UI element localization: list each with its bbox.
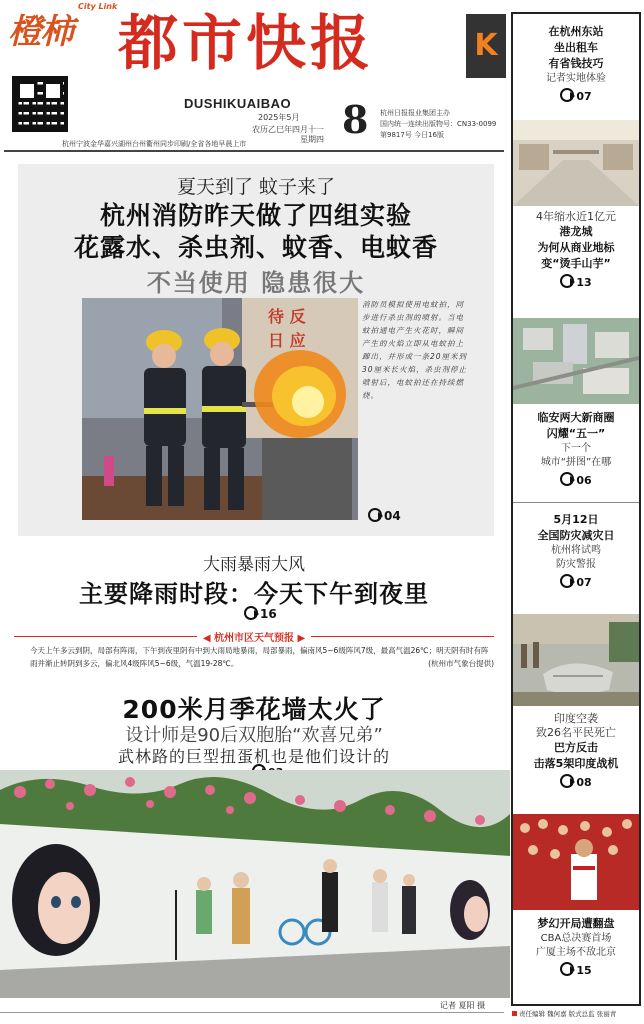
index-item-title: 巴方反击 — [554, 741, 598, 754]
edition-number: 8 — [342, 97, 369, 142]
index-item-title: 临安两大新商圈 — [537, 411, 615, 424]
arrow-circle-icon — [560, 574, 574, 588]
flower-wall-illustration — [0, 770, 510, 998]
aerial-city-photo — [513, 318, 639, 404]
index-page-ref[interactable] — [511, 574, 641, 589]
index-item-sub: CBA总决赛首场 广厦主场不敌北京 — [536, 933, 616, 958]
index-item-title: 击落5架印度战机 — [533, 757, 619, 770]
editor-credit-text: 责任编辑 魏何嘉 版式总监 张丽青 — [519, 1010, 617, 1018]
lead-photo-caption: 消防员模拟使用电蚊拍，同步进行杀虫剂的喷射。当电蚊拍通电产生火花时，瞬间产生的火焰立即从电蚊拍上蹿出，并形成一条20厘米到30厘米长火焰，杀虫剂停止喷射后，电蚊拍还在持续燃烧。 — [362, 300, 468, 400]
index-page-ref[interactable] — [511, 274, 641, 289]
index-item-title: 梦幻开局遭翻盘 — [537, 917, 615, 930]
index-page-number: 07 — [576, 90, 592, 103]
brand-k-icon — [466, 14, 506, 78]
wreckage-photo-illustration — [513, 614, 639, 706]
index-page-ref[interactable] — [511, 88, 641, 103]
index-item-sub: 下一个 城市“拼图”在哪 — [540, 443, 612, 468]
lead-headline[interactable] — [18, 200, 494, 264]
arrow-circle-icon — [560, 274, 574, 288]
index-item-sub: 杭州将试鸣 防灾警报 — [551, 545, 601, 570]
index-item-pre: 4年缩水近1亿元 — [536, 210, 616, 223]
index-item-east-station[interactable] — [511, 24, 641, 103]
weather-forecast-text — [30, 644, 494, 670]
lunar-date: 农历乙巳年四月十一 — [252, 125, 324, 134]
masthead-title: 都市快报 — [118, 9, 374, 79]
aerial-photo-illustration — [513, 318, 639, 404]
flower-wall-photo[interactable] — [0, 770, 510, 998]
lead-page-ref[interactable] — [368, 508, 401, 523]
weather-forecast-body: 今天上午多云到阴，局部有阵雨，下午到夜里阴有中到大雨局地暴雨，局部暴雨，偏南风5~6级阵风7级，最高气温26℃；明天阴有时有阵雨并渐止转阴到多云，偏北风4级阵风5~6级，气温19-28℃。 — [30, 646, 489, 668]
index-item-title: 变“烫手山芋” — [541, 257, 611, 270]
index-item-india-pakistan[interactable] — [511, 712, 641, 789]
index-item-cba[interactable] — [511, 916, 641, 977]
flower-subhead-2: 武林路的巨型扭蛋机也是他们设计的 — [117, 747, 390, 766]
weather-source: (杭州市气象台提供) — [428, 659, 494, 668]
index-page-number: 13 — [576, 276, 592, 289]
lead-page-number: 04 — [384, 509, 401, 523]
editor-credit — [512, 1009, 642, 1018]
rain-headline[interactable]: 主要降雨时段：今天下午到夜里 — [79, 580, 429, 608]
issn: 国内统一连续出版物号：CN33-0099 — [380, 120, 497, 128]
index-page-ref[interactable] — [511, 472, 641, 487]
red-square-icon — [512, 1011, 517, 1016]
divider — [0, 1012, 504, 1013]
lead-headline-line2: 花露水、杀虫剂、蚊香、电蚊香 — [73, 233, 438, 262]
flower-headline[interactable]: 200米月季花墙太火了 — [122, 695, 386, 724]
logo-subtext: City Link — [78, 2, 118, 11]
index-item-title: 有省钱技巧 — [548, 57, 604, 70]
issue-number: 第9817号 今日16版 — [380, 131, 444, 139]
index-item-title: 港龙城 — [559, 225, 593, 238]
rain-page-number: 16 — [260, 607, 277, 621]
index-item-title: 致26名平民死亡 — [536, 726, 616, 739]
weather-forecast-label: ◀ 杭州市区天气预报 ▶ — [197, 633, 311, 644]
divider — [4, 150, 504, 152]
index-page-ref[interactable] — [511, 774, 641, 789]
index-item-title: 坐出租车 — [554, 41, 598, 54]
index-page-number: 06 — [576, 474, 592, 487]
lead-subhead: 不当使用 隐患很大 — [146, 269, 366, 297]
index-page-ref[interactable] — [511, 962, 641, 977]
divider — [513, 502, 639, 503]
wreckage-photo — [513, 614, 639, 706]
date-line: 2025年5月 — [258, 113, 300, 122]
firefighter-experiment-photo[interactable] — [82, 298, 358, 520]
publication-info — [380, 108, 496, 141]
rain-kicker: 大雨暴雨大风 — [203, 555, 305, 575]
arrow-circle-icon — [368, 508, 382, 522]
index-page-number: 15 — [576, 964, 592, 977]
index-page-number: 08 — [576, 776, 592, 789]
publisher: 杭州日报报业集团主办 — [380, 109, 450, 117]
svg-text:待 反: 待 反 — [268, 307, 306, 326]
arrow-circle-icon — [560, 472, 574, 486]
lead-headline-line1: 杭州消防昨天做了四组实验 — [99, 201, 412, 230]
index-item-sub: 记者实地体验 — [546, 73, 606, 84]
rain-page-ref[interactable] — [244, 606, 277, 621]
qr-code-icon — [12, 76, 68, 132]
index-item-title: 在杭州东站 — [548, 25, 604, 38]
index-item-ganglong[interactable] — [511, 210, 641, 289]
masthead-pinyin: DUSHIKUAIBAO — [184, 96, 292, 111]
arrow-circle-icon — [244, 606, 258, 620]
index-item-title: 闪耀“五一” — [546, 427, 606, 440]
firefighter-photo-illustration — [82, 298, 358, 520]
svg-text:日 应: 日 应 — [268, 331, 306, 350]
weather-label-wrap — [0, 629, 508, 644]
index-item-disaster-day[interactable] — [511, 512, 641, 589]
mall-interior-photo — [513, 120, 639, 206]
flower-subhead: 设计师是90后双胞胎“欢喜兄弟” — [125, 725, 383, 746]
weekday: 星期四 — [300, 135, 324, 144]
index-item-title: 为何从商业地标 — [537, 241, 615, 254]
mall-photo-illustration — [513, 120, 639, 206]
print-line: 杭州宁波金华嘉兴湖州台州衢州同步印刷/全省各地早晨上市 — [62, 140, 247, 148]
index-page-number: 07 — [576, 576, 592, 589]
basketball-photo — [513, 814, 639, 910]
index-item-title: 全国防灾减灾日 — [537, 529, 615, 542]
basketball-photo-illustration — [513, 814, 639, 910]
brand-k-label: K — [474, 28, 498, 63]
logo-text: 橙柿 — [8, 12, 72, 52]
arrow-circle-icon — [560, 774, 574, 788]
arrow-circle-icon — [560, 88, 574, 102]
photo-credit: 记者 夏阳 摄 — [440, 1001, 486, 1010]
arrow-circle-icon — [560, 962, 574, 976]
index-item-title: 5月12日 — [553, 513, 599, 526]
lead-kicker: 夏天到了 蚊子来了 — [176, 176, 336, 198]
index-item-title: 印度空袭 — [554, 712, 598, 725]
index-item-linan[interactable] — [511, 410, 641, 487]
